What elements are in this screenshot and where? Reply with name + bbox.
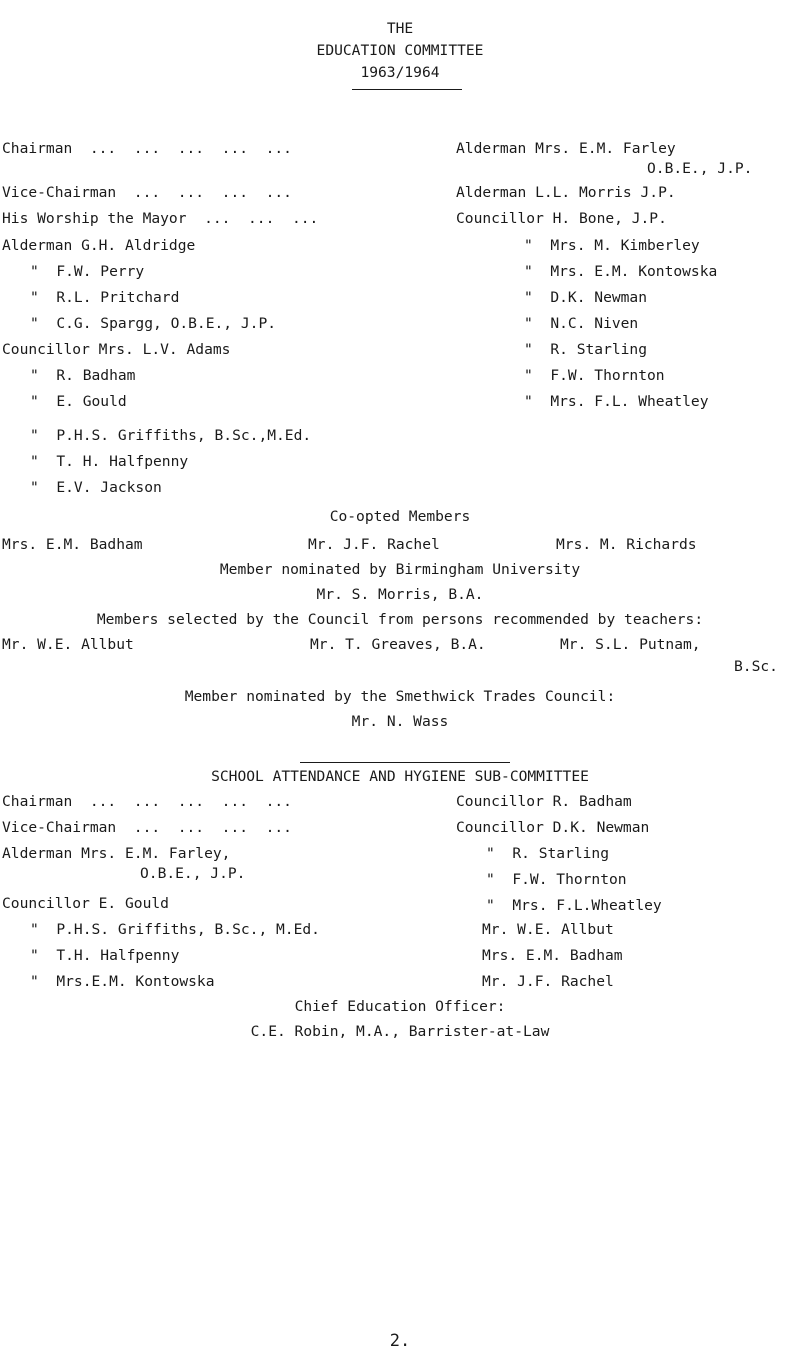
teachers-heading: Members selected by the Council from persons recommended by teachers: [96,611,704,628]
sub-member-item: " Mrs. F.L.Wheatley [486,897,662,914]
university-heading: Member nominated by Birmingham University [219,561,581,578]
sub-member-item: " Mrs.E.M. Kontowska [30,973,215,990]
sub-vice-chairman-label: Vice-Chairman ... ... ... ... [2,819,292,836]
member-list-item: Councillor Mrs. L.V. Adams [2,341,231,358]
document-title-line1: THE [386,20,414,37]
mayor-name: Councillor H. Bone, J.P. [456,210,667,227]
coopted-heading: Co-opted Members [329,508,471,525]
member-list-item: " R.L. Pritchard [30,289,180,306]
member-list-item: " R. Starling [524,341,648,358]
member-list-item: " Mrs. F.L. Wheatley [524,393,709,410]
member-list-item: " D.K. Newman [524,289,648,306]
sub-chairman-label: Chairman ... ... ... ... ... [2,793,292,810]
member-list-item: " Mrs. E.M. Kontowska [524,263,718,280]
trades-heading: Member nominated by the Smethwick Trades Council: [184,688,616,705]
document-title-line2: EDUCATION COMMITTEE [316,42,484,59]
teacher-member: Mr. W.E. Allbut [2,636,134,653]
page-number: 2. [389,1331,411,1351]
sub-member-item: Mr. J.F. Rachel [482,973,614,990]
chairman-honours: O.B.E., J.P. [647,160,753,177]
teacher-member: Mr. T. Greaves, B.A. [310,636,486,653]
title-divider [352,89,462,90]
sub-member-item: Mr. W.E. Allbut [482,921,614,938]
member-list-item: " T. H. Halfpenny [30,453,189,470]
coopted-member: Mrs. E.M. Badham [2,536,143,553]
member-list-item: " Mrs. M. Kimberley [524,237,700,254]
section-divider [300,762,510,763]
member-list-item: " P.H.S. Griffiths, B.Sc.,M.Ed. [30,427,312,444]
sub-member-item: " F.W. Thornton [486,871,627,888]
ceo-heading: Chief Education Officer: [294,998,506,1015]
chairman-name: Alderman Mrs. E.M. Farley [456,140,676,157]
coopted-member: Mrs. M. Richards [556,536,697,553]
sub-member-item: O.B.E., J.P. [140,865,246,882]
trades-member: Mr. N. Wass [351,713,449,730]
vice-chairman-label: Vice-Chairman ... ... ... ... [2,184,292,201]
sub-chairman-name: Councillor R. Badham [456,793,632,810]
member-list-item: " N.C. Niven [524,315,639,332]
university-member: Mr. S. Morris, B.A. [316,586,484,603]
sub-vice-chairman-name: Councillor D.K. Newman [456,819,650,836]
sub-member-item: " R. Starling [486,845,610,862]
member-list-item: " F.W. Perry [30,263,145,280]
sub-member-item: " P.H.S. Griffiths, B.Sc., M.Ed. [30,921,320,938]
member-list-item: " E.V. Jackson [30,479,162,496]
sub-member-item: Mrs. E.M. Badham [482,947,623,964]
teacher-honours: B.Sc. [734,658,778,675]
mayor-label: His Worship the Mayor ... ... ... [2,210,319,227]
member-list-item: " R. Badham [30,367,136,384]
chairman-label: Chairman ... ... ... ... ... [2,140,292,157]
sub-member-item: Alderman Mrs. E.M. Farley, [2,845,231,862]
committee-year: 1963/1964 [360,64,440,81]
member-list-item: Alderman G.H. Aldridge [2,237,196,254]
teacher-member: Mr. S.L. Putnam, [560,636,701,653]
sub-member-item: Councillor E. Gould [2,895,169,912]
sub-member-item: " T.H. Halfpenny [30,947,180,964]
member-list-item: " C.G. Spargg, O.B.E., J.P. [30,315,277,332]
subcommittee-title: SCHOOL ATTENDANCE AND HYGIENE SUB-COMMITTEE [211,768,589,785]
coopted-member: Mr. J.F. Rachel [308,536,440,553]
member-list-item: " F.W. Thornton [524,367,665,384]
member-list-item: " E. Gould [30,393,127,410]
vice-chairman-name: Alderman L.L. Morris J.P. [456,184,676,201]
ceo-name: C.E. Robin, M.A., Barrister-at-Law [250,1023,550,1040]
